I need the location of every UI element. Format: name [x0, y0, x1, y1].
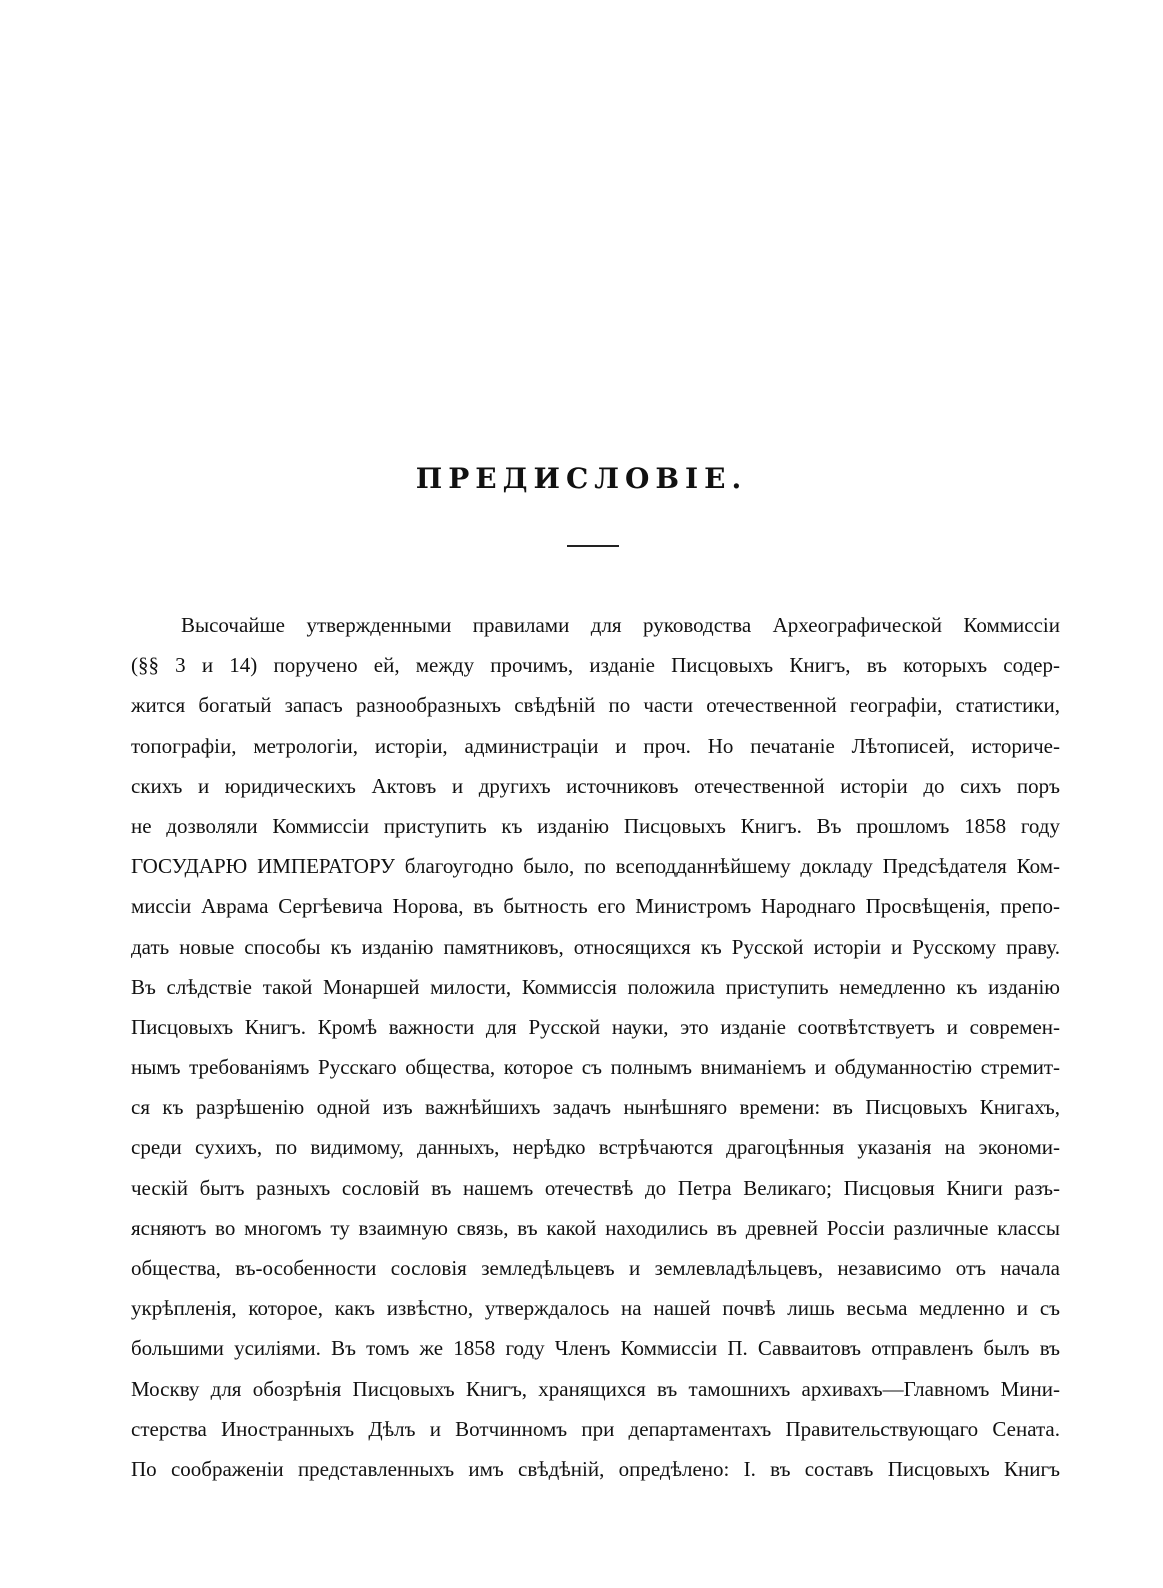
preface-body	[131, 605, 1060, 1489]
text-line: (§§ 3 и 14) поручено ей, между прочимъ, изданіе Писцовыхъ Книгъ, въ которыхъ содер-	[131, 653, 1060, 678]
text-line: не дозволяли Коммиссіи приступить къ изданію Писцовыхъ Книгъ. Въ прошломъ 1858 году	[131, 813, 1060, 838]
title-divider	[567, 545, 619, 547]
text-line: стерства Иностранныхъ Дѣлъ и Вотчинномъ при департаментахъ Правительствующаго Сената.	[131, 1416, 1060, 1441]
text-line: общества, въ-особенности сословія земледѣльцевъ и землевладѣльцевъ, независимо отъ начала	[131, 1256, 1060, 1280]
text-line: ясняютъ во многомъ ту взаимную связь, въ какой находились въ древней Россіи различные классы	[131, 1215, 1060, 1240]
text-line: Высочайше утвержденными правилами для руководства Археографической Коммиссіи	[181, 613, 1060, 637]
text-line: топографіи, метрологіи, исторіи, администраціи и проч. Но печатаніе Лѣтописей, историче-	[131, 733, 1060, 758]
text-line: дать новые способы къ изданію памятниковъ, относящихся къ Русской исторіи и Русскому праву.	[131, 934, 1060, 959]
text-line: большими усиліями. Въ томъ же 1858 году Членъ Коммиссіи П. Савваитовъ отправленъ былъ въ	[131, 1336, 1060, 1361]
text-line: нымъ требованіямъ Русскаго общества, которое съ полнымъ вниманіемъ и обдуманностію стремит-	[131, 1055, 1060, 1080]
text-line: скихъ и юридическихъ Актовъ и другихъ источниковъ отечественной исторіи до сихъ поръ	[131, 773, 1060, 798]
text-line: По соображеніи представленныхъ имъ свѣдѣній, опредѣлено: I. въ составъ Писцовыхъ Книгъ	[131, 1456, 1060, 1481]
text-line: Писцовыхъ Книгъ. Кромѣ важности для Русской науки, это изданіе соотвѣтствуетъ и современ-	[131, 1014, 1060, 1039]
page-title: ПРЕДИСЛОВІЕ.	[415, 462, 748, 495]
text-line: ческій бытъ разныхъ сословій въ нашемъ отечествѣ до Петра Великаго; Писцовыя Книги разъ-	[131, 1175, 1060, 1200]
text-line: миссіи Аврама Сергѣевича Норова, въ бытность его Министромъ Народнаго Просвѣщенія, препо-	[131, 894, 1060, 919]
text-line: укрѣпленія, которое, какъ извѣстно, утверждалось на нашей почвѣ лишь весьма медленно и съ	[131, 1296, 1060, 1321]
text-line: Москву для обозрѣнія Писцовыхъ Книгъ, хранящихся въ тамошнихъ архивахъ—Главномъ Мини-	[131, 1376, 1060, 1401]
text-line: ся къ разрѣшенію одной изъ важнѣйшихъ задачъ нынѣшняго времени: въ Писцовыхъ Книгахъ,	[131, 1095, 1060, 1120]
text-line: жится богатый запасъ разнообразныхъ свѣдѣній по части отечественной географіи, статистики,	[131, 693, 1060, 718]
text-line: среди сухихъ, по видимому, данныхъ, нерѣдко встрѣчаются драгоцѣнныя указанія на экономи-	[131, 1135, 1060, 1160]
text-line: Въ слѣдствіе такой Монаршей милости, Коммиссія положила приступить немедленно къ изданію	[131, 974, 1060, 999]
text-line: ГОСУДАРЮ ИМПЕРАТОРУ благоугодно было, по всеподданнѣйшему докладу Предсѣдателя Ком-	[131, 854, 1060, 879]
